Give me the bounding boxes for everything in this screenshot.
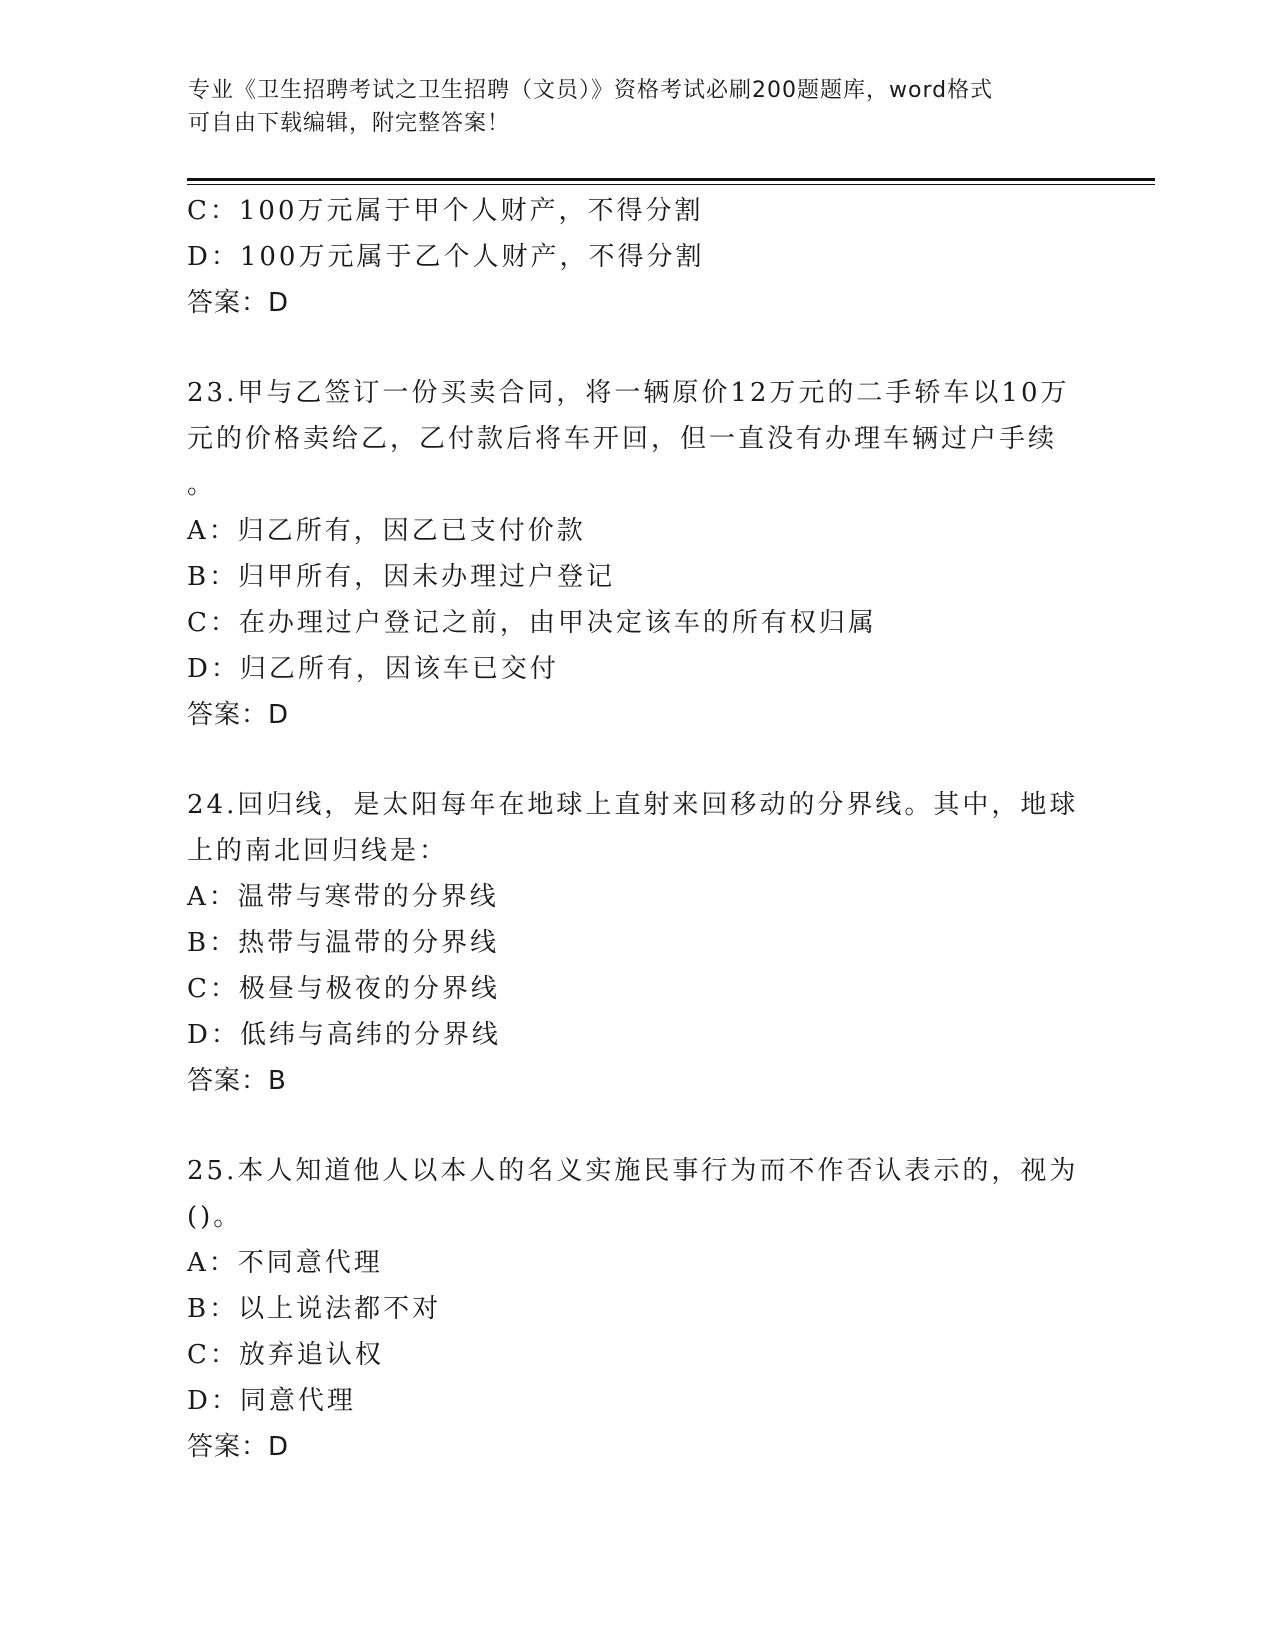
question-text-line: 上的南北回归线是：	[187, 836, 449, 866]
option-a: A：归乙所有，因乙已支付价款	[187, 516, 586, 546]
option-a: A：不同意代理	[187, 1248, 383, 1278]
question-25	[187, 1148, 1087, 1470]
carryover-question	[187, 188, 1087, 326]
header-line-2: 可自由下载编辑，附完整答案！	[188, 111, 511, 136]
header-rule-thin	[187, 184, 1155, 185]
question-text-line: 25.本人知道他人以本人的名义实施民事行为而不作否认表示的，视为	[187, 1156, 1079, 1186]
document-body	[187, 188, 1087, 1470]
option-d: D：低纬与高纬的分界线	[187, 1020, 501, 1050]
answer-line: 答案：D	[187, 1432, 290, 1462]
option-c: C：100万元属于甲个人财产，不得分割	[187, 196, 704, 226]
answer-line: 答案：B	[187, 1066, 287, 1096]
header-line-1: 专业《卫生招聘考试之卫生招聘（文员）》资格考试必刷200题题库，word格式	[188, 78, 994, 103]
option-c: C：极昼与极夜的分界线	[187, 974, 500, 1004]
question-text-line: 23.甲与乙签订一份买卖合同，将一辆原价12万元的二手轿车以10万	[187, 378, 1070, 408]
question-text-line: 。	[187, 470, 217, 500]
option-b: B：热带与温带的分界线	[187, 928, 500, 958]
option-c: C：放弃追认权	[187, 1340, 384, 1370]
answer-line: 答案：D	[187, 700, 290, 730]
option-d: D：100万元属于乙个人财产，不得分割	[187, 242, 705, 272]
answer-line: 答案：D	[187, 288, 290, 318]
question-24	[187, 782, 1087, 1104]
question-23	[187, 370, 1087, 738]
option-b: B：以上说法都不对	[187, 1294, 442, 1324]
option-b: B：归甲所有，因未办理过户登记	[187, 562, 616, 592]
option-d: D：归乙所有，因该车已交付	[187, 654, 559, 684]
option-c: C：在办理过户登记之前，由甲决定该车的所有权归属	[187, 608, 877, 638]
question-text-line: ()。	[187, 1202, 243, 1232]
question-text-line: 24.回归线，是太阳每年在地球上直射来回移动的分界线。其中，地球	[187, 790, 1079, 820]
document-header	[188, 74, 1068, 140]
option-d: D：同意代理	[187, 1386, 356, 1416]
question-text-line: 元的价格卖给乙，乙付款后将车开回，但一直没有办理车辆过户手续	[187, 424, 1058, 454]
header-rule-thick	[187, 178, 1155, 181]
option-a: A：温带与寒带的分界线	[187, 882, 499, 912]
